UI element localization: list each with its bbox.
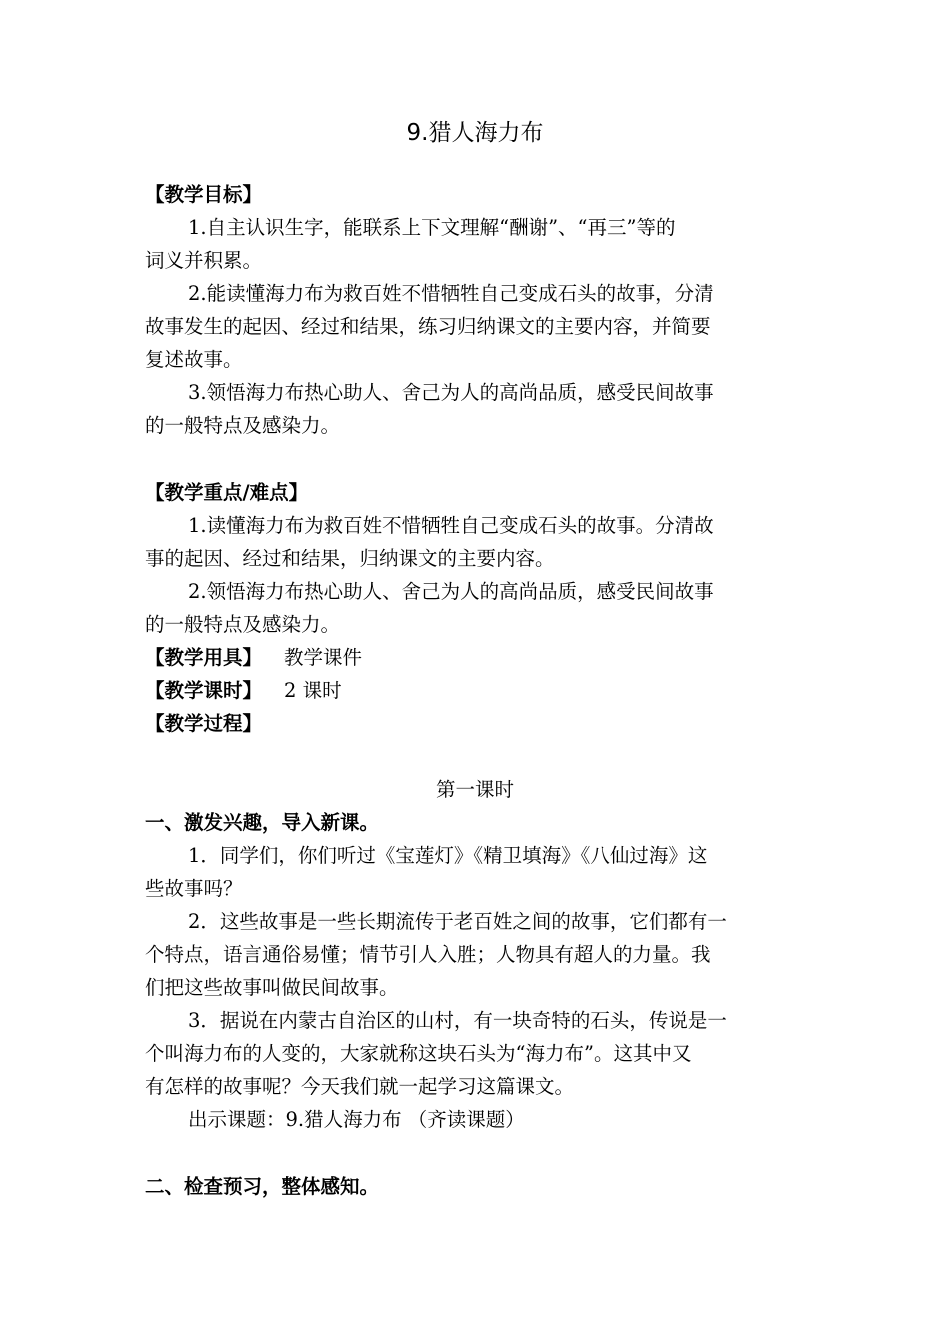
- objectives-heading: 【教学目标】: [145, 183, 263, 206]
- tools-heading: 【教学用具】: [145, 646, 263, 669]
- section1-line: 个特点，语言通俗易懂；情节引人入胜；人物具有超人的力量。我: [145, 943, 711, 966]
- process-heading: 【教学过程】: [145, 712, 263, 735]
- section1-heading: 一、激发兴趣，导入新课。: [145, 811, 380, 834]
- section1-line: 们把这些故事叫做民间故事。: [145, 976, 399, 999]
- section1-line: 出示课题：9.猎人海力布 （齐读课题）: [188, 1108, 525, 1131]
- page-title: 9.猎人海力布: [406, 120, 544, 146]
- objectives-line: 3.领悟海力布热心助人、舍己为人的高尚品质，感受民间故事: [188, 381, 714, 404]
- objectives-line: 词义并积累。: [145, 249, 263, 272]
- lesson1-title: 第一课时: [435, 778, 514, 801]
- objectives-line: 故事发生的起因、经过和结果，练习归纳课文的主要内容，并简要: [145, 315, 711, 338]
- keypoints-line: 1.读懂海力布为救百姓不惜牺牲自己变成石头的故事。分清故: [188, 514, 714, 537]
- objectives-line: 复述故事。: [145, 348, 243, 371]
- section1-line: 1．同学们，你们听过《宝莲灯》《精卫填海》《八仙过海》这: [188, 844, 708, 867]
- keypoints-line: 2.领悟海力布热心助人、舍己为人的高尚品质，感受民间故事: [188, 580, 714, 603]
- tools-row: [145, 641, 805, 674]
- objectives-line: 2.能读懂海力布为救百姓不惜牺牲自己变成石头的故事，分清: [188, 282, 714, 305]
- hours-heading: 【教学课时】: [145, 679, 263, 702]
- keypoints-line: 的一般特点及感染力。: [145, 613, 341, 636]
- section1-line: 有怎样的故事呢？今天我们就一起学习这篇课文。: [145, 1075, 575, 1098]
- section1-line: 个叫海力布的人变的，大家就称这块石头为“海力布”。这其中又: [145, 1042, 692, 1065]
- tools-value: 教学课件: [284, 646, 363, 669]
- section1-line: 2．这些故事是一些长期流传于老百姓之间的故事，它们都有一: [188, 910, 727, 933]
- objectives-line: 的一般特点及感染力。: [145, 414, 341, 437]
- section2-heading: 二、检查预习，整体感知。: [145, 1175, 380, 1198]
- hours-row: [145, 674, 805, 707]
- section1-line: 3．据说在内蒙古自治区的山村，有一块奇特的石头，传说是一: [188, 1009, 727, 1032]
- objectives-line: 1.自主认识生字，能联系上下文理解“酬谢”、“再三”等的: [188, 216, 676, 239]
- keypoints-line: 事的起因、经过和结果，归纳课文的主要内容。: [145, 547, 555, 570]
- keypoints-heading: 【教学重点/难点】: [145, 481, 309, 504]
- section1-line: 些故事吗？: [145, 877, 243, 900]
- hours-value: 2 课时: [284, 679, 342, 702]
